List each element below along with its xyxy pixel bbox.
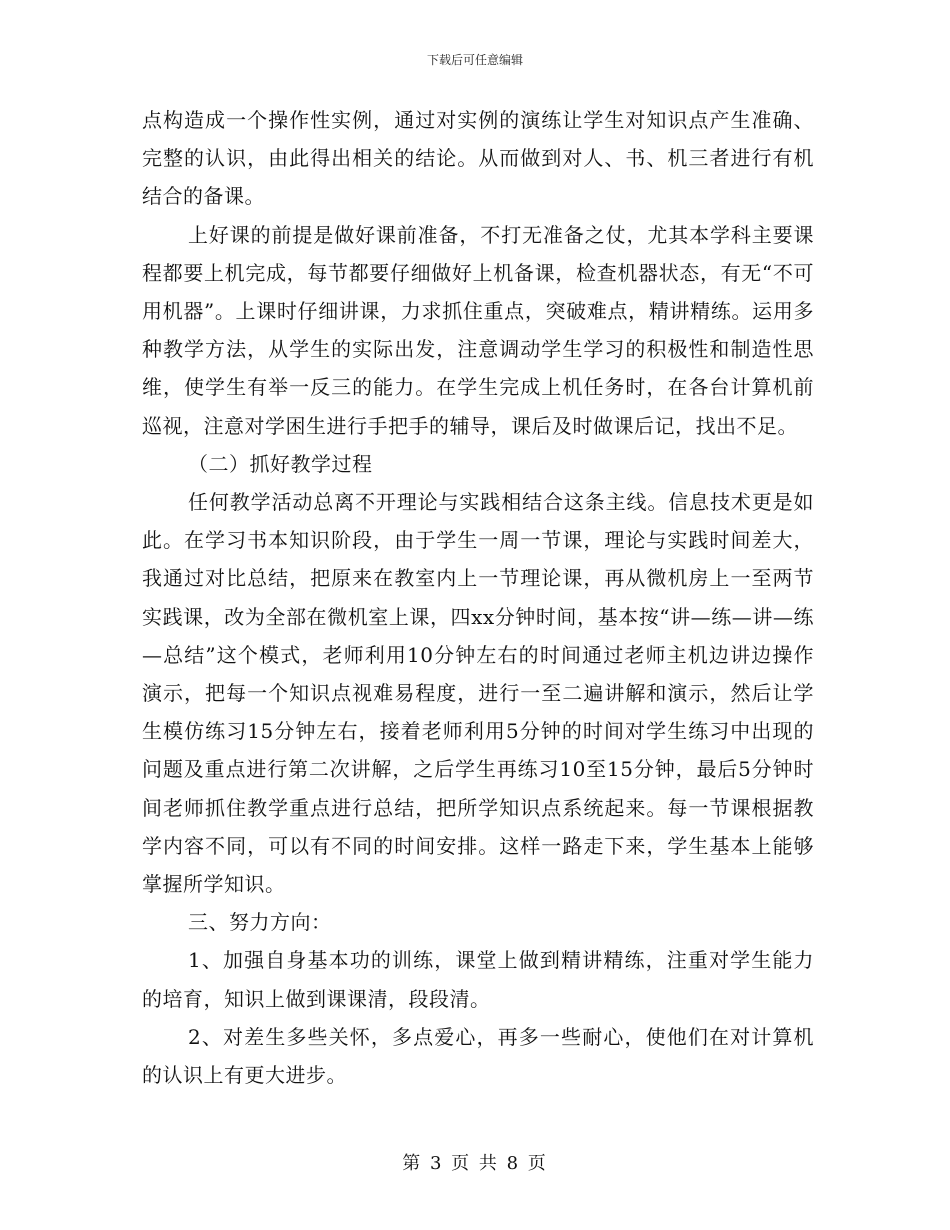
list-item-2: 2、对差生多些关怀，多点爱心，再多一些耐心，使他们在对计算机的认识上有更大进步。 <box>142 1024 814 1088</box>
paragraph-2: 上好课的前提是做好课前准备，不打无准备之仗，尤其本学科主要课程都要上机完成，每节都要仔细做好上机备课，检查机器状态，有无“不可用机器”。上课时仔细讲课，力求抓住重点，突破难点，精讲精练。运用多种教学方法，从学生的实际出发，注意调动学生学习的积极性和制造性思维，使学生有举一反三的能力。在学生完成上机任务时，在各台计算机前巡视，注意对学困生进行手把手的辅导，课后及时做课后记，找出不足。 <box>142 222 814 438</box>
document-body <box>142 101 814 1094</box>
list-item-1: 1、加强自身基本功的训练，课堂上做到精讲精练，注重对学生能力的培育，知识上做到课课清，段段清。 <box>142 948 814 1011</box>
paragraph-1: 点构造成一个操作性实例，通过对实例的演练让学生对知识点产生准确、完整的认识，由此得出相关的结论。从而做到对人、书、机三者进行有机结合的备课。 <box>142 108 814 209</box>
section-heading-3: 三、努力方向： <box>188 910 332 935</box>
page-header: 下载后可任意编辑 <box>426 53 523 67</box>
section-heading-2: （二）抓好教学过程 <box>188 451 373 476</box>
page-number: 第 3 页 共 8 页 <box>402 1153 548 1174</box>
paragraph-3: 任何教学活动总离不开理论与实践相结合这条主线。信息技术更是如此。在学习书本知识阶段，由于学生一周一节课，理论与实践时间差大，我通过对比总结，把原来在教室内上一节理论课，再从微机房上一至两节实践课，改为全部在微机室上课，四xx分钟时间，基本按“讲—练—讲—练—总结”这个模式，老师利用10分钟左右的时间通过老师主机边讲边操作演示，把每一个知识点视难易程度，进行一至二遍讲解和演示，然后让学生模仿练习15分钟左右，接着老师利用5分钟的时间对学生练习中出现的问题及重点进行第二次讲解，之后学生再练习10至15分钟，最后5分钟时间老师抓住教学重点进行总结，把所学知识点系统起来。每一节课根据教学内容不同，可以有不同的时间安排。这样一路走下来，学生基本上能够掌握所学知识。 <box>142 490 814 897</box>
